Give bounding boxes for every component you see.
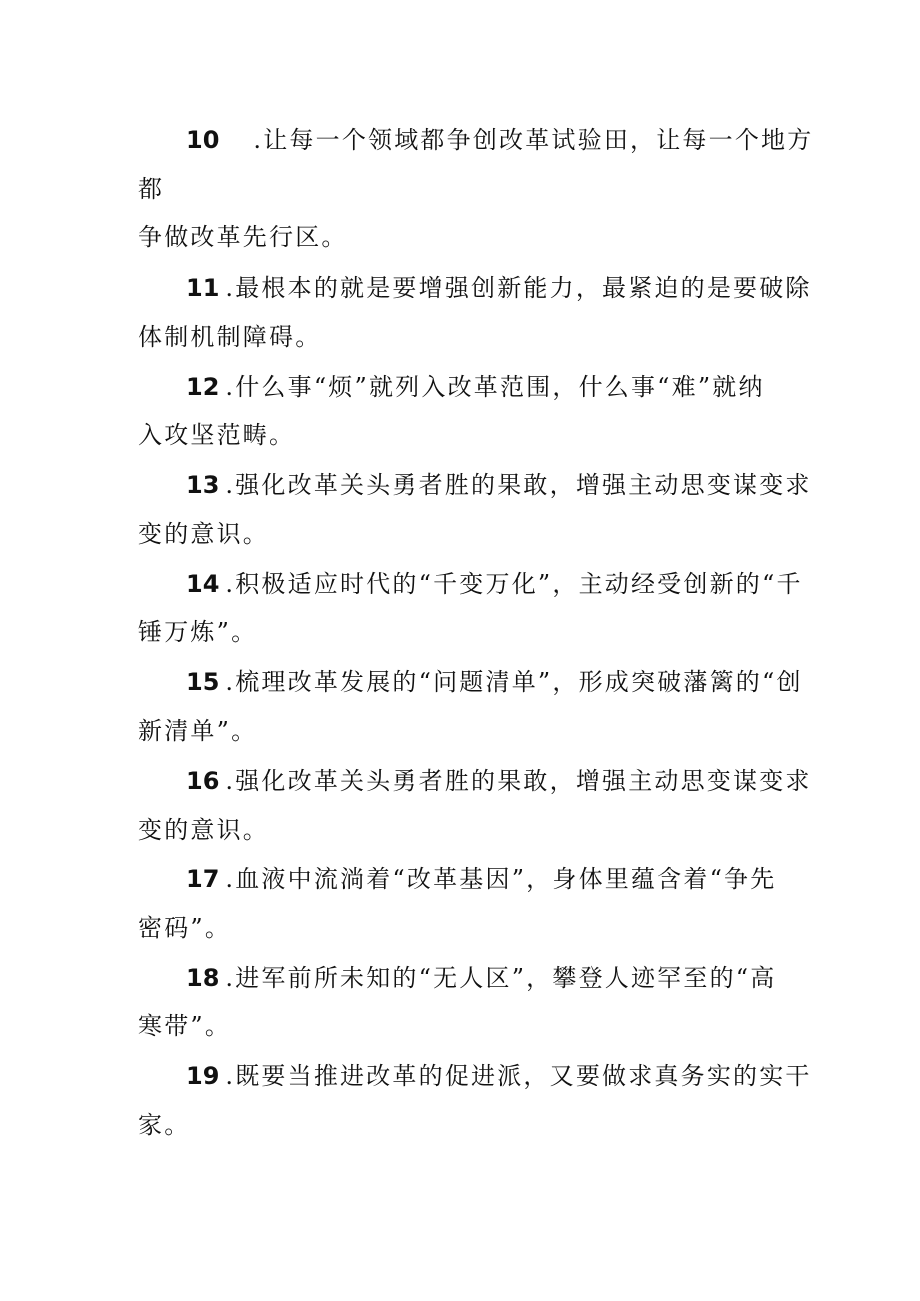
list-item-12-line-2: 入攻坚范畴。 [138, 421, 296, 449]
item-number: 19 [186, 1062, 220, 1090]
item-number: 16 [186, 767, 220, 795]
list-item-11-line-2: 体制机制障碍。 [138, 323, 322, 351]
list-item-19-line-1 [186, 1059, 812, 1093]
item-number: 14 [186, 570, 220, 598]
list-item-10-line-3: 争做改革先行区。 [138, 223, 348, 251]
item-number: 18 [186, 964, 220, 992]
item-number: 15 [186, 668, 220, 696]
list-item-19-line-2: 家。 [138, 1111, 191, 1139]
item-text: .什么事“烦”就列入改革范围，什么事“难”就纳 [225, 373, 765, 401]
list-item-15-line-1 [186, 665, 803, 699]
item-number: 11 [186, 274, 220, 302]
list-item-13-line-1 [186, 468, 812, 502]
list-item-17-line-1 [186, 862, 776, 896]
item-text: .梳理改革发展的“问题清单”，形成突破藩篱的“创 [225, 668, 803, 696]
item-text: .既要当推进改革的促进派，又要做求真务实的实干 [225, 1062, 812, 1090]
list-item-10-line-2: 都 [138, 175, 165, 203]
list-item-12-line-1 [186, 370, 765, 404]
item-text: .让每一个领域都争创改革试验田，让每一个地方 [253, 126, 814, 154]
list-item-17-line-2: 密码”。 [138, 914, 232, 942]
item-number: 12 [186, 373, 220, 401]
item-number: 17 [186, 865, 220, 893]
item-number: 10 [186, 126, 220, 154]
item-text: .强化改革关头勇者胜的果敢，增强主动思变谋变求 [225, 767, 812, 795]
list-item-14-line-2: 锤万炼”。 [138, 618, 258, 646]
list-item-14-line-1 [186, 567, 803, 601]
item-text: .积极适应时代的“千变万化”，主动经受创新的“千 [225, 570, 803, 598]
item-text: .强化改革关头勇者胜的果敢，增强主动思变谋变求 [225, 471, 812, 499]
item-text: .进军前所未知的“无人区”，攀登人迹罕至的“高 [225, 964, 777, 992]
list-item-10-line-1 [186, 123, 813, 157]
item-number: 13 [186, 471, 220, 499]
list-item-13-line-2: 变的意识。 [138, 520, 269, 548]
item-text: .最根本的就是要增强创新能力，最紧迫的是要破除 [225, 274, 812, 302]
list-item-18-line-1 [186, 961, 776, 995]
list-item-15-line-2: 新清单”。 [138, 717, 258, 745]
list-item-18-line-2: 寒带”。 [138, 1012, 232, 1040]
list-item-11-line-1 [186, 271, 812, 305]
list-item-16-line-1 [186, 764, 812, 798]
list-item-16-line-2: 变的意识。 [138, 816, 269, 844]
item-text: .血液中流淌着“改革基因”，身体里蕴含着“争先 [225, 865, 777, 893]
